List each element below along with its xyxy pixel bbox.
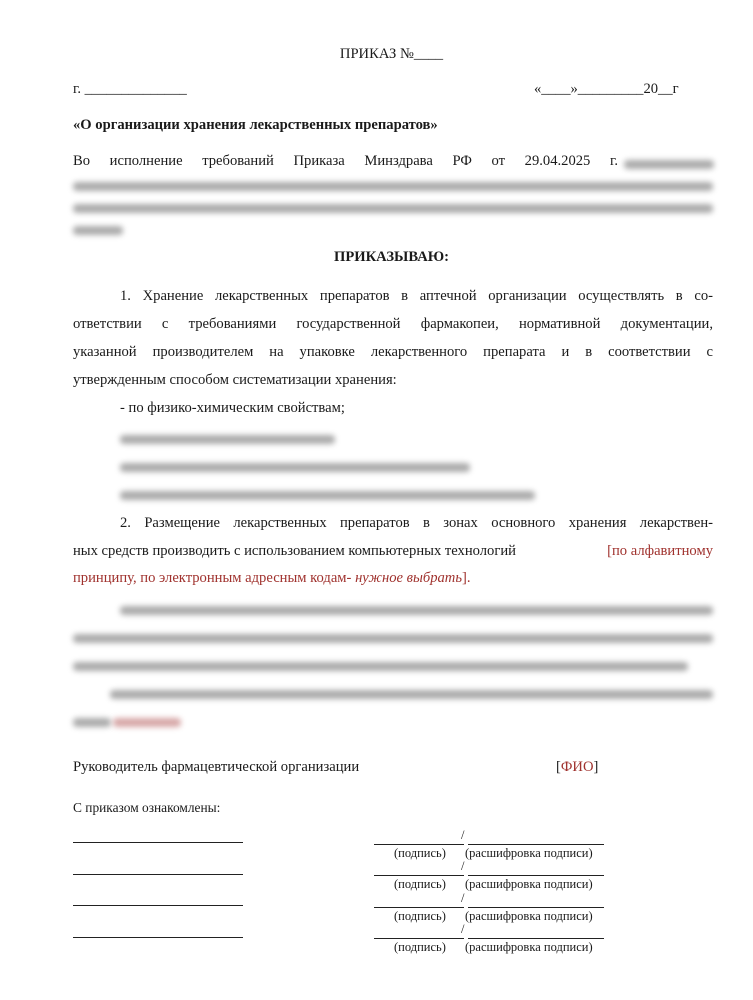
- signature-slash: /: [461, 828, 465, 842]
- p2-red-end: ].: [462, 570, 471, 586]
- blurred-text: [120, 606, 713, 615]
- p2-red-italic: нужное выбрать: [355, 570, 462, 586]
- p2-line-2: [73, 543, 713, 560]
- order-subject: «О организации хранения лекарственных препаратов»: [73, 117, 438, 133]
- signature-line: [374, 844, 464, 845]
- acquainted-label: С приказом ознакомлены:: [73, 800, 221, 815]
- head-fio-close: ]: [593, 759, 599, 775]
- blurred-text: [110, 690, 713, 699]
- signature-line: [374, 875, 464, 876]
- signature-label: (подпись): [394, 846, 446, 860]
- signature-line: [374, 938, 464, 939]
- p1-item: - по физико-химическим свойствам;: [120, 400, 345, 416]
- head-fio-open: [: [556, 759, 561, 775]
- intro-text: Во исполнение требований Приказа Минздрава РФ от 29.04.2025 г.: [73, 153, 618, 169]
- name-line: [73, 905, 243, 906]
- name-line: [73, 842, 243, 843]
- blurred-text: [73, 204, 713, 213]
- signature-label: (подпись): [394, 877, 446, 891]
- p2-red-a: [по алфавитному: [607, 543, 713, 559]
- p1-line-2: ответствии с требованиями государственной фармакопеи, нормативной документации,: [73, 316, 713, 332]
- blurred-text: [73, 718, 111, 727]
- decode-line: [468, 844, 604, 845]
- blurred-text: [73, 634, 713, 643]
- signature-label: (подпись): [394, 909, 446, 923]
- blurred-text: [624, 160, 714, 169]
- blurred-text: [73, 182, 713, 191]
- blurred-text: [120, 491, 535, 500]
- p2-red-b: принципу, по электронным адресным кодам-: [73, 570, 352, 586]
- signature-slash: /: [461, 859, 465, 873]
- p2-line-3: [73, 570, 471, 587]
- decode-line: [468, 938, 604, 939]
- signature-line: [374, 907, 464, 908]
- p2-line-2-text: ных средств производить с использованием компьютерных технологий: [73, 543, 516, 559]
- p1-line-3: указанной производителем на упаковке лекарственного препарата и в соответствии с: [73, 344, 713, 360]
- name-line: [73, 874, 243, 875]
- blurred-text: [73, 226, 123, 235]
- blurred-text: [73, 662, 688, 671]
- blurred-text: [120, 435, 335, 444]
- date-field: «____»_________20__г: [534, 81, 679, 97]
- order-title: ПРИКАЗ №____: [339, 46, 444, 62]
- head-fio-name: ФИО: [560, 759, 594, 775]
- head-fio: [556, 759, 598, 776]
- p2-line-1: 2. Размещение лекарственных препаратов в зонах основного хранения лекарствен-: [120, 515, 713, 531]
- decode-line: [468, 875, 604, 876]
- blurred-text: [113, 718, 181, 727]
- decode-line: [468, 907, 604, 908]
- p1-line-1: 1. Хранение лекарственных препаратов в аптечной организации осуществлять в со-: [120, 288, 713, 304]
- signature-label: (подпись): [394, 940, 446, 954]
- decode-label: (расшифровка подписи): [465, 909, 593, 923]
- signature-slash: /: [461, 922, 465, 936]
- blurred-text: [120, 463, 470, 472]
- decode-label: (расшифровка подписи): [465, 846, 593, 860]
- order-word: ПРИКАЗЫВАЮ:: [333, 249, 450, 265]
- name-line: [73, 937, 243, 938]
- p1-line-4: утвержденным способом систематизации хранения:: [73, 372, 397, 388]
- decode-label: (расшифровка подписи): [465, 940, 593, 954]
- decode-label: (расшифровка подписи): [465, 877, 593, 891]
- signature-slash: /: [461, 891, 465, 905]
- head-signature-label: Руководитель фармацевтической организации: [73, 759, 360, 775]
- city-field: г. ______________: [73, 81, 187, 97]
